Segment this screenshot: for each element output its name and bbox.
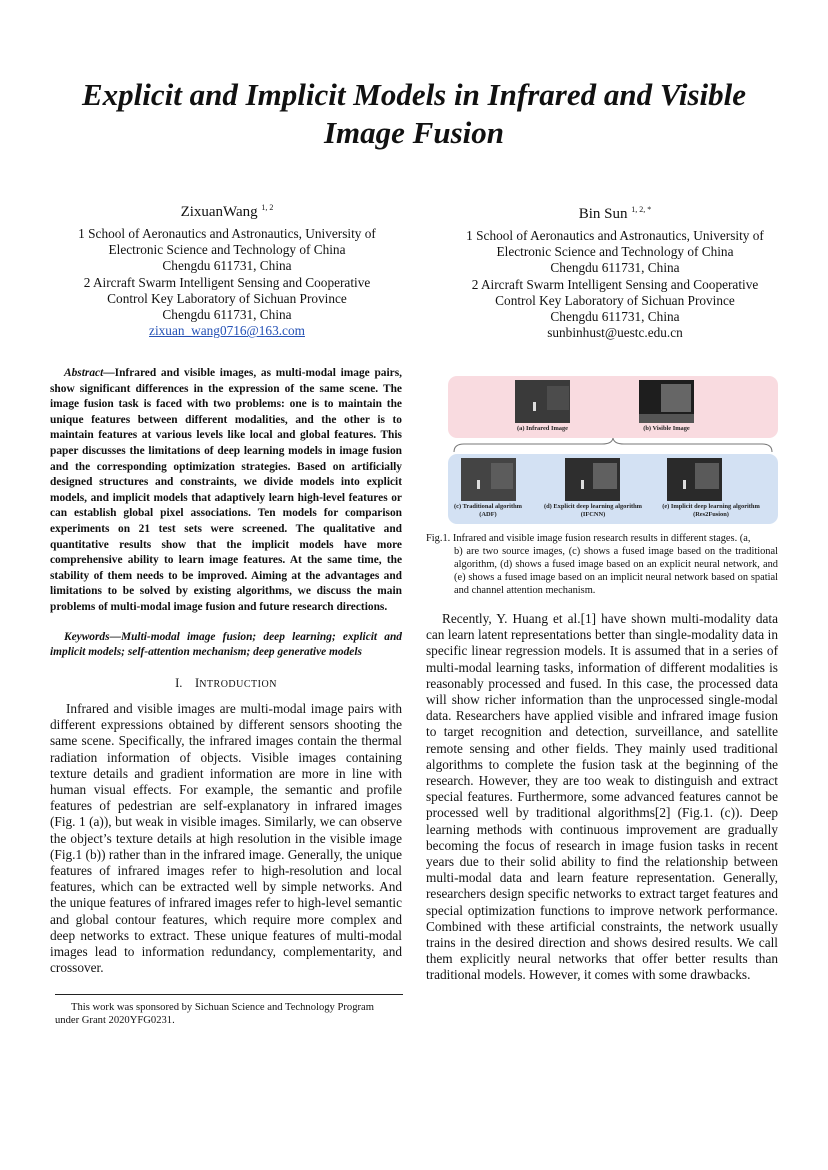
label-adf-line2: (ADF) xyxy=(479,510,497,518)
affiliation-line: 2 Aircraft Swarm Intelligent Sensing and Cooperative xyxy=(471,276,759,292)
author-affil-sup: 1, 2 xyxy=(261,203,274,212)
label-infrared: (a) Infrared Image xyxy=(517,425,568,432)
affiliation-line: Control Key Laboratory of Sichuan Province xyxy=(107,290,347,306)
pedestrian-shape xyxy=(533,402,536,411)
affiliation-line: Electronic Science and Technology of China xyxy=(496,244,734,260)
affiliation-line: Chengdu 611731, China xyxy=(550,309,680,325)
section-title-rest: NTRODUCTION xyxy=(199,678,277,690)
affiliation-line: Control Key Laboratory of Sichuan Province xyxy=(495,292,735,308)
keywords-label: Keywords xyxy=(64,630,110,643)
caption-rest: b) are two source images, (c) shows a fused image based on the traditional algorithm, (d) shows a fused image based on an explicit neural network, and (e) shows a fused image based on an implicit neural network based on spatial and channel attention mechanism. xyxy=(454,546,778,596)
title-line-2: Image Fusion xyxy=(323,115,505,150)
intro-paragraph-2: Recently, Y. Huang et al.[1] have shown multi-modality data can learn latent representations better than single-modality data in specific linear regression models. It is assumed that in a series of multi-modal learning tasks, information of different modalities is reasonably processed and fused. In this case, the processed data will show richer information than the unprocessed single-modal data. Researchers have applied visible and infrared image fusion to target recognition and detection, surveillance, and satellite remote sensing and other fields. They mainly used traditional algorithms to complete the fusion task at the beginning of the research. However, they are too weak to distinguish and extract special features. Furthermore, some advanced features cannot be processed well by traditional algorithms[2] (Fig.1. (c)). Deep learning methods with continuous improvement are gradually becoming the focus of research in image fusion tasks in recent years due to their solid ability to find the relationship between multi-modal data and learn feature representation. Generally, researchers design specific networks to extract target features and special optimization functions to improve network performance. Combined with these artificial constraints, the network usually trains in the desired direction and shows desired results. We call them explicitly neural networks that offer better results than traditional models. However, it comes with some drawbacks. xyxy=(426,611,778,983)
title-line-1: Explicit and Implicit Models in Infrared and Visible xyxy=(81,77,746,112)
brace xyxy=(452,438,774,454)
label-ifcnn-line1: (d) Explicit deep learning algorithm xyxy=(544,503,642,510)
label-ifcnn xyxy=(536,503,650,518)
label-res2fusion-line2: (Res2Fusion) xyxy=(693,510,729,518)
caption-first-line: Infrared and visible image fusion research results in different stages. (a, xyxy=(452,533,751,544)
section-number: I. xyxy=(175,675,183,690)
top-band xyxy=(448,376,778,438)
label-adf xyxy=(448,503,528,518)
author-affil-sup: 1, 2, * xyxy=(631,205,652,214)
author-name-text: ZixuanWang xyxy=(180,204,258,220)
keywords xyxy=(50,630,402,661)
author-block-1 xyxy=(58,198,396,339)
infrared-image xyxy=(515,380,570,423)
footnote-line: under Grant 2020YFG0231. xyxy=(55,1015,175,1026)
footnote xyxy=(55,1001,405,1027)
tree-shape xyxy=(695,463,719,489)
pedestrian-shape xyxy=(477,480,480,489)
pedestrian-shape xyxy=(683,480,686,489)
footnote-line: This work was sponsored by Sichuan Science and Technology Program xyxy=(71,1002,374,1013)
tree-shape xyxy=(661,384,691,412)
label-adf-line1: (c) Traditional algorithm xyxy=(454,503,522,510)
affiliation-line: Chengdu 611731, China xyxy=(550,260,680,276)
section-title-initial: I xyxy=(195,675,200,690)
abstract-text: —Infrared and visible images, as multi-modal image pairs, show significant differences in the expression of the same scene. The image fusion task is faced with two problems: one is to maintain the unique features between different modalities, and the other is to maintain features at various levels like local and global features. This paper discusses the limitations of deep learning models in image fusion and the corresponding optimization strategies. Based on artificially designed structures and constraints, we divide models into explicit models, and implicit models that adaptively learn high-level features or can establish global pixel associations. Ten models for comparison experiments on 21 test sets were screened. The qualitative and quantitative results show that the implicit models have more comprehensive ability to learn image features. At the same time, the stability of them needs to be improved. Aiming at the advantages and limitations to be solved by existing algorithms, we discuss the main problems of multi-modal image fusion and future research directions. xyxy=(50,367,402,613)
figure-1 xyxy=(448,372,778,524)
label-res2fusion-line1: (e) Implicit deep learning algorithm xyxy=(662,503,760,510)
affiliation-line: Chengdu 611731, China xyxy=(162,307,292,323)
author-email: sunbinhust@uestc.edu.cn xyxy=(547,325,683,341)
author-name xyxy=(440,200,790,224)
affiliation-line: Chengdu 611731, China xyxy=(162,258,292,274)
right-column xyxy=(426,611,778,984)
left-column xyxy=(50,366,402,976)
caption-label: Fig.1. xyxy=(426,533,451,544)
label-ifcnn-line2: (IFCNN) xyxy=(580,510,606,518)
affiliation-line: 2 Aircraft Swarm Intelligent Sensing and Cooperative xyxy=(83,274,371,290)
affiliation-line: 1 School of Aeronautics and Astronautics, University of xyxy=(78,226,376,241)
intro-paragraph: Infrared and visible images are multi-modal image pairs with different expressions obtained by different sensors shooting the same scene. Specifically, the infrared images contain the thermal radiation information of objects. Visible images containing texture details and gradient information are more in line with human visual effects. For example, the semantic and profile features of pedestrian are self-explanatory in infrared images (Fig. 1 (a)), but weak in visible images. Similarly, we can observe the object’s texture details at high resolution in the visible image (Fig.1 (b)) rather than in the infrared image. Generally, the unique features of infrared images refer to high-resolution and local features, which can be extracted well by simple networks. And the unique features of infrared images refer to high-level semantic and global contour features, which require more complex and deep networks to extract. These unique features of multi-modal images lead to information redundancy, complementarity, and crossover. xyxy=(50,700,402,976)
footnote-rule xyxy=(55,994,403,995)
tree-shape xyxy=(547,386,569,410)
label-visible: (b) Visible Image xyxy=(643,425,690,432)
pedestrian-shape xyxy=(581,480,584,489)
tree-shape xyxy=(593,463,617,489)
abstract xyxy=(50,366,402,616)
fused-image-adf xyxy=(461,458,516,501)
author-email-link[interactable]: zixuan_wang0716@163.com xyxy=(149,323,305,339)
figure-caption xyxy=(426,532,778,597)
fused-image-res2fusion xyxy=(667,458,722,501)
affiliation-line: 1 School of Aeronautics and Astronautics, University of xyxy=(466,228,764,243)
fused-image-ifcnn xyxy=(565,458,620,501)
paper-title xyxy=(40,76,788,152)
section-heading xyxy=(50,675,402,693)
affiliation-line: Electronic Science and Technology of China xyxy=(108,242,346,258)
visible-image xyxy=(639,380,694,423)
author-name xyxy=(58,198,396,222)
tree-shape xyxy=(491,463,513,489)
author-block-2 xyxy=(440,200,790,341)
abstract-label: Abstract xyxy=(64,367,104,379)
author-name-text: Bin Sun xyxy=(578,206,628,222)
label-res2fusion xyxy=(654,503,768,518)
ground-shape xyxy=(639,414,694,423)
keywords-text: —Multi-modal image fusion; deep learning; explicit and implicit models; self-attention mechanism; deep generative models xyxy=(50,630,402,659)
